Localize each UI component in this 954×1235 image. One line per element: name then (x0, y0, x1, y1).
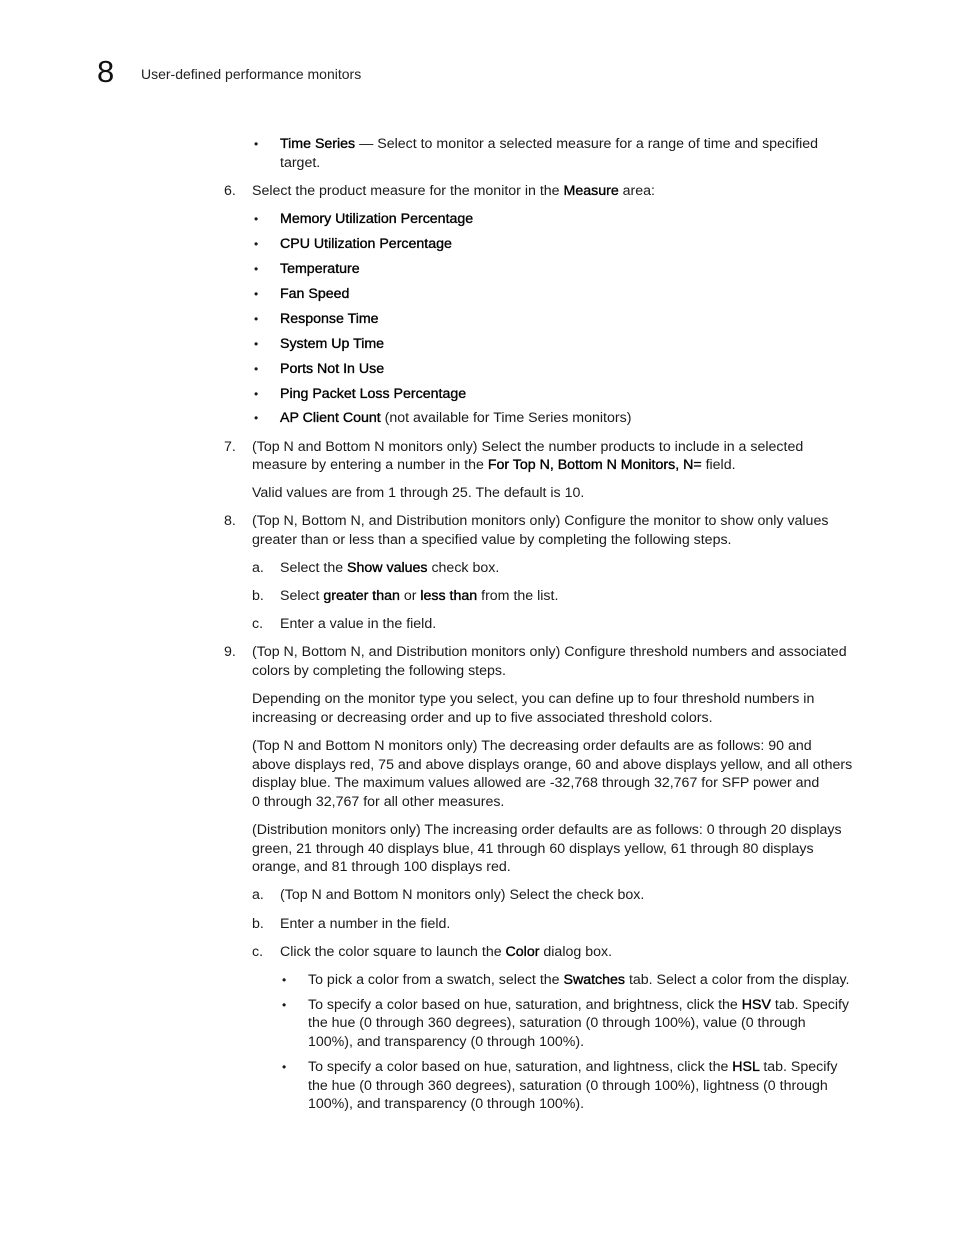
time-series-desc-cont: target. (280, 155, 321, 171)
bullet: • (282, 1060, 287, 1074)
step-7-note: Valid values are from 1 through 25. The default is 10. (252, 485, 585, 501)
bullet: • (282, 973, 287, 987)
measure-item: AP Client Count (not available for Time Series monitors) (280, 410, 632, 426)
paragraph: display blue. The maximum values allowed are -32,768 through 32,767 for SFP power and (252, 775, 820, 791)
hsl-item-cont: 100%), and transparency (0 through 100%). (308, 1096, 585, 1112)
paragraph: orange, and 81 through 100 displays red. (252, 859, 511, 875)
paragraph: (Top N and Bottom N monitors only) The decreasing order defaults are as follows: 90 and (252, 738, 812, 754)
measure-item: Fan Speed (280, 286, 350, 302)
chapter-number: 8 (97, 54, 115, 89)
bullet: • (254, 387, 259, 401)
substep-9a: (Top N and Bottom N monitors only) Select the check box. (280, 887, 645, 903)
bullet: • (254, 411, 259, 425)
step-7-text: (Top N and Bottom N monitors only) Select the number products to include in a selected (252, 439, 804, 455)
bullet: • (254, 212, 259, 226)
hsv-item-cont: the hue (0 through 360 degrees), saturation (0 through 100%), value (0 through (308, 1015, 806, 1031)
measure-item: Response Time (280, 311, 379, 327)
substep-9b: Enter a number in the field. (280, 916, 451, 932)
step-6-text: Select the product measure for the monitor in the Measure area: (252, 183, 655, 199)
substep-label: c. (252, 944, 264, 960)
paragraph: increasing or decreasing order and up to five associated threshold colors. (252, 710, 713, 726)
measure-item: System Up Time (280, 336, 385, 352)
swatches-item: To pick a color from a swatch, select the Swatches tab. Select a color from the display. (308, 972, 850, 988)
measure-item: CPU Utilization Percentage (280, 236, 452, 252)
step-number: 8. (224, 513, 236, 529)
bullet: • (254, 137, 259, 151)
hsv-item-cont: 100%), and transparency (0 through 100%). (308, 1034, 585, 1050)
measure-item: Temperature (280, 261, 360, 277)
substep-8b: Select greater than or less than from the list. (280, 588, 559, 604)
step-number: 6. (224, 183, 236, 199)
step-9-text-cont: colors by completing the following steps. (252, 663, 506, 679)
paragraph: above displays red, 75 and above displays orange, 60 and above displays yellow, and all others (252, 757, 853, 773)
substep-8a: Select the Show values check box. (280, 560, 500, 576)
hsl-item: To specify a color based on hue, saturation, and lightness, click the HSL tab. Specify (308, 1059, 838, 1075)
time-series-desc: — Select to monitor a selected measure for a range of time and specified (355, 136, 819, 152)
bullet: • (254, 312, 259, 326)
paragraph: (Distribution monitors only) The increasing order defaults are as follows: 0 through 20 displays (252, 822, 842, 838)
paragraph: 0 through 32,767 for all other measures. (252, 794, 505, 810)
bullet: • (254, 287, 259, 301)
measure-item: Ping Packet Loss Percentage (280, 386, 467, 402)
substep-9c: Click the color square to launch the Color dialog box. (280, 944, 613, 960)
time-series-term: Time Series (280, 136, 356, 152)
hsl-item-cont: the hue (0 through 360 degrees), saturation (0 through 100%), lightness (0 through (308, 1078, 828, 1094)
bullet: • (254, 237, 259, 251)
step-9-text: (Top N, Bottom N, and Distribution monitors only) Configure threshold numbers and associated (252, 644, 847, 660)
bullet: • (282, 998, 287, 1012)
step-7-text-cont: measure by entering a number in the For Top N, Bottom N Monitors, N= field. (252, 457, 736, 473)
measure-item: Ports Not In Use (280, 361, 385, 377)
substep-label: b. (252, 916, 264, 932)
chapter-title: User-defined performance monitors (141, 66, 362, 82)
step-8-text-cont: greater than or less than a specified value by completing the following steps. (252, 532, 732, 548)
substep-8c: Enter a value in the field. (280, 616, 437, 632)
step-8-text: (Top N, Bottom N, and Distribution monitors only) Configure the monitor to show only values (252, 513, 829, 529)
step-number: 7. (224, 439, 236, 455)
paragraph: green, 21 through 40 displays blue, 41 through 60 displays yellow, 61 through 80 displays (252, 841, 814, 857)
hsv-item: To specify a color based on hue, saturation, and brightness, click the HSV tab. Specify (308, 997, 850, 1013)
substep-label: b. (252, 588, 264, 604)
substep-label: a. (252, 887, 264, 903)
time-series-item (280, 135, 818, 154)
paragraph: Depending on the monitor type you select, you can define up to four threshold numbers in (252, 691, 815, 707)
bullet: • (254, 337, 259, 351)
bullet: • (254, 262, 259, 276)
step-number: 9. (224, 644, 236, 660)
substep-label: a. (252, 560, 264, 576)
measure-item: Memory Utilization Percentage (280, 211, 474, 227)
substep-label: c. (252, 616, 264, 632)
bullet: • (254, 362, 259, 376)
